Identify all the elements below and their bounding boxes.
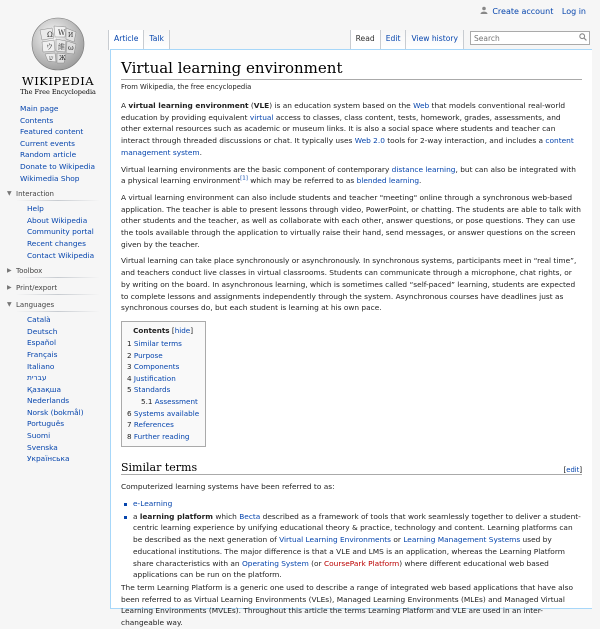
portal-interaction: [0, 190, 108, 261]
language-link-text[interactable]: Català: [27, 315, 51, 325]
toc-item[interactable]: [127, 396, 199, 408]
toc-item[interactable]: [127, 408, 199, 420]
table-of-contents: [121, 321, 206, 447]
tab-view-history[interactable]: [406, 30, 464, 50]
sidebar-link[interactable]: Wikimedia Shop: [20, 173, 80, 183]
language-link[interactable]: [27, 361, 108, 373]
svg-text:И: И: [68, 32, 74, 39]
sidebar-item-contact[interactable]: [27, 250, 108, 262]
toc-link[interactable]: [127, 351, 163, 360]
text: which may be referred to as: [247, 176, 357, 186]
language-link-text[interactable]: Español: [27, 338, 56, 348]
list-item: [133, 511, 582, 581]
toc-number: 2: [127, 350, 132, 360]
sidebar-item-community-portal[interactable]: [27, 226, 108, 238]
inline-link[interactable]: Virtual Learning Environments: [279, 535, 392, 545]
svg-text:W: W: [58, 29, 66, 37]
language-link-text[interactable]: Français: [27, 349, 58, 359]
language-link[interactable]: [27, 314, 108, 326]
toc-number: 5.1: [141, 396, 153, 406]
login-link[interactable]: Log in: [561, 7, 586, 16]
bullet-list: [133, 498, 582, 581]
sidebar-link[interactable]: Current events: [20, 138, 76, 148]
section-edit-link[interactable]: edit: [566, 466, 580, 475]
main-navigation: [0, 103, 108, 184]
toc-heading: Contents: [133, 325, 170, 335]
toc-text: Justification: [133, 373, 176, 383]
toc-hide-link[interactable]: hide: [174, 325, 191, 335]
text: described as a framework of tools that work seamlessly together to deliver a student-centric learning experience by unifying educational theory & practice, technology and content. Learning platforms can be described as the next generation of: [133, 511, 581, 545]
language-link-text[interactable]: Svenska: [27, 442, 58, 452]
toc-link[interactable]: [127, 339, 182, 348]
tab-article-label[interactable]: Article: [114, 34, 139, 43]
text: A: [121, 101, 129, 110]
sidebar-item-wikimedia-shop[interactable]: [20, 173, 108, 185]
toc-item[interactable]: [127, 419, 199, 431]
language-link-text[interactable]: Italiano: [27, 361, 55, 371]
portal-heading-toolbox[interactable]: [0, 267, 108, 278]
paragraph: The term Learning Platform is a generic one used to describe a range of integrated web based applications that have also been referred to as Virtual Learning Environments (VLEs), Managed Learning Environments (MLEs) and Managed Virtual Learning Environments (MVLEs). Throughout this article the terms Learning Platform and VLE are used in an inter-changeable way.: [121, 582, 574, 628]
site-subtitle: From Wikipedia, the free encyclopedia: [121, 83, 252, 91]
language-link[interactable]: [27, 349, 108, 361]
toc-link[interactable]: [127, 374, 176, 383]
globe-icon: [30, 16, 86, 72]
toc-item[interactable]: [127, 338, 199, 350]
inline-link[interactable]: Operating System: [241, 558, 309, 568]
text: tools for 2-way interaction, and includes a: [384, 136, 546, 146]
text: that models conventional real-world education by providing equivalent: [121, 101, 566, 122]
collapsed-arrow-icon: ▶: [7, 267, 12, 275]
user-icon: [480, 7, 491, 16]
text: .: [419, 176, 422, 186]
red-link[interactable]: CoursePark Platform: [323, 558, 400, 568]
text: .: [199, 147, 202, 157]
toc-item[interactable]: [127, 384, 199, 396]
text: a: [133, 511, 140, 521]
bold-term: VLE: [253, 101, 270, 110]
language-link-text[interactable]: Deutsch: [27, 326, 58, 336]
paragraph: Computerized learning systems have been referred to as:: [121, 482, 335, 492]
toc-text: Further reading: [133, 431, 190, 441]
portal-heading-languages[interactable]: [0, 301, 108, 312]
language-link[interactable]: [27, 372, 108, 384]
text: or: [391, 535, 404, 545]
sidebar-item-current-events[interactable]: [20, 138, 108, 150]
language-link-text[interactable]: Suomi: [27, 431, 51, 441]
text: which: [212, 511, 240, 521]
logo-wordmark: WIKIPEDIA: [21, 74, 95, 88]
sidebar-item-random-article[interactable]: [20, 149, 108, 161]
section-heading-text: Similar terms: [121, 461, 198, 475]
toc-text: Standards: [133, 385, 171, 395]
create-account-link[interactable]: Create account: [492, 7, 554, 16]
toc-number: 8: [127, 431, 132, 441]
collapsed-arrow-icon: ▶: [7, 284, 12, 292]
sidebar-item-featured-content[interactable]: [20, 126, 108, 138]
toc-number: 1: [127, 338, 132, 348]
sidebar-link[interactable]: Featured content: [20, 127, 84, 137]
tab-edit-label[interactable]: Edit: [385, 34, 401, 43]
language-link[interactable]: [27, 442, 108, 454]
sidebar-item-recent-changes[interactable]: [27, 238, 108, 250]
search-box: [470, 31, 590, 45]
toc-text: Purpose: [133, 350, 163, 360]
expanded-arrow-icon: ▼: [7, 301, 12, 309]
svg-text:ウ: ウ: [46, 43, 53, 51]
inline-link[interactable]: Learning Management Systems: [403, 535, 521, 545]
sidebar-link[interactable]: Recent changes: [27, 238, 86, 248]
portal-heading-label: Languages: [16, 301, 55, 310]
paragraph: [121, 164, 582, 187]
portal-languages: [0, 301, 108, 465]
paragraph: Virtual learning can take place synchronously or asynchronously. In synchronous systems, participants meet in “real time”, and teachers conduct live classes in virtual classrooms. Students can communicate through a microphone, chat rights, or by writing on the board. In asynchronous learning, which is sometimes called “self-paced” learning, students are expected to complete lessons and assignments independently through the system. Asynchronous courses have deadlines just as synchronous courses do, but each student is learning at his own pace.: [121, 256, 577, 313]
section-heading: [121, 461, 582, 475]
toc-title: Contents [hide]: [133, 325, 194, 335]
language-link-text[interactable]: Nederlands: [27, 396, 70, 406]
paragraph: A virtual learning environment can also include students and teacher "meeting" online through a synchronous web-based application. The teacher is able to present lessons through video, PowerPoint, or chatting. The students are able to talk with other students and the teacher, as well as collaborate with each other, answer questions, or pose questions. They can use the tools available through the application to virtually raise their hand, send messages, or answer questions on the screen given by the teacher.: [121, 192, 581, 249]
toc-number: 3: [127, 362, 132, 372]
svg-text:Ω: Ω: [47, 31, 53, 39]
portal-heading-label: Interaction: [16, 190, 54, 199]
toc-link[interactable]: [127, 432, 189, 441]
tab-read-label[interactable]: Read: [355, 34, 375, 43]
sidebar-link[interactable]: Donate to Wikipedia: [20, 161, 96, 171]
language-link-text[interactable]: Українська: [27, 454, 70, 464]
language-link[interactable]: [27, 337, 108, 349]
portal-printexport: [0, 284, 108, 295]
toc-item[interactable]: [127, 431, 199, 443]
search-input[interactable]: [471, 32, 589, 44]
sidebar-link[interactable]: Contact Wikipedia: [27, 250, 95, 260]
text: ) where different educational web based applications can be run on the platform.: [133, 558, 549, 580]
tab-edit[interactable]: [381, 30, 407, 50]
text: used by educational institutions. The major difference is that a VLE and LMS is an application, whereas the Learning Platform share characteristics with an: [133, 535, 565, 568]
toc-item[interactable]: [127, 350, 199, 362]
toc-text: Assessment: [154, 396, 198, 406]
language-link[interactable]: [27, 384, 108, 396]
text: Virtual learning environments are the basic component of contemporary: [121, 164, 392, 174]
inline-link[interactable]: content management system: [121, 136, 574, 157]
sidebar-link[interactable]: Help: [27, 204, 44, 214]
toc-link[interactable]: [127, 420, 174, 429]
language-link[interactable]: [27, 326, 108, 338]
language-link-text[interactable]: Қазақша: [27, 384, 61, 394]
logo-tagline: The Free Encyclopedia: [20, 88, 96, 96]
svg-text:ω: ω: [68, 44, 74, 52]
svg-text:ש: ש: [49, 55, 54, 62]
language-link[interactable]: [27, 453, 108, 465]
toc-item[interactable]: [127, 373, 199, 385]
language-link[interactable]: [27, 395, 108, 407]
section-edit: [edit]: [563, 466, 582, 475]
text: ) is an education system based on the: [269, 101, 414, 110]
sidebar-link[interactable]: Main page: [20, 104, 59, 113]
text: , but can also be integrated with a physical learning environment: [121, 164, 576, 186]
inline-link[interactable]: Web 2.0: [354, 136, 385, 146]
paragraph-intro: [121, 100, 582, 159]
toc-list: [127, 338, 199, 442]
portal-heading-label: Print/export: [16, 284, 58, 293]
bold-term: learning platform: [139, 511, 213, 521]
inline-link[interactable]: Web: [413, 101, 430, 110]
inline-link[interactable]: blended learning: [356, 176, 420, 186]
namespace-tabs: [108, 30, 170, 50]
text: access to classes, class content, tests, homework, grades, assessments, and other external resources such as academic or museum links. It is also a social space where students and teacher can interact through threaded discussions or chat. It typically uses: [121, 112, 561, 146]
sidebar-item-help[interactable]: [27, 203, 108, 215]
portal-toolbox: [0, 267, 108, 278]
language-link[interactable]: [27, 418, 108, 430]
sidebar-item-main-page[interactable]: [20, 103, 108, 115]
tab-article[interactable]: [108, 30, 144, 50]
view-tabs: [350, 30, 590, 50]
sidebar-item-about[interactable]: [27, 215, 108, 227]
toc-link[interactable]: [127, 362, 179, 371]
inline-link[interactable]: virtual: [249, 112, 274, 122]
language-link-text[interactable]: Norsk (bokmål): [27, 407, 84, 417]
sidebar-item-contents[interactable]: [20, 115, 108, 127]
expanded-arrow-icon: ▼: [7, 190, 12, 198]
svg-text:維: 維: [58, 43, 65, 51]
sidebar-link[interactable]: Contents: [20, 115, 54, 125]
toc-link[interactable]: [127, 385, 170, 394]
wikipedia-logo[interactable]: [12, 16, 104, 96]
tab-read[interactable]: [350, 30, 381, 50]
sidebar-link[interactable]: About Wikipedia: [27, 215, 88, 225]
toc-link[interactable]: [127, 409, 199, 418]
text: (or: [308, 558, 324, 568]
toc-number: 6: [127, 408, 132, 418]
sidebar-item-donate[interactable]: [20, 161, 108, 173]
page-title: Virtual learning environment: [121, 59, 582, 80]
toc-text: Components: [133, 362, 180, 372]
sidebar: [0, 103, 108, 465]
sidebar-link[interactable]: Community portal: [27, 227, 94, 237]
language-link-text[interactable]: Português: [27, 419, 65, 429]
list-item: [133, 498, 582, 510]
toc-number: 7: [127, 420, 132, 430]
toc-link[interactable]: [141, 397, 198, 406]
portal-heading-interaction[interactable]: [0, 190, 108, 201]
toc-number: 4: [127, 373, 132, 383]
article-content: [110, 49, 592, 628]
tab-talk[interactable]: [144, 30, 170, 50]
personal-tools: [474, 6, 586, 16]
language-link-text[interactable]: עברית: [27, 373, 47, 383]
sidebar-link[interactable]: Random article: [20, 150, 77, 160]
language-link[interactable]: [27, 407, 108, 419]
toc-item[interactable]: [127, 361, 199, 373]
toc-text: Systems available: [133, 408, 200, 418]
search-icon[interactable]: [579, 33, 587, 44]
inline-link[interactable]: distance learning: [391, 164, 456, 174]
toc-text: Similar terms: [133, 338, 182, 348]
tab-talk-label[interactable]: Talk: [149, 34, 164, 43]
toc-text: References: [133, 420, 174, 430]
toc-number: 5: [127, 385, 132, 395]
text: (: [248, 101, 254, 110]
svg-text:Ж: Ж: [59, 55, 66, 62]
language-link[interactable]: [27, 430, 108, 442]
portal-heading-label: Toolbox: [16, 267, 43, 276]
inline-link[interactable]: e-Learning: [133, 499, 173, 508]
bold-term: virtual learning environment: [128, 101, 249, 110]
portal-heading-printexport[interactable]: [0, 284, 108, 295]
reference-link[interactable]: [1]: [240, 175, 248, 182]
inline-link[interactable]: Becta: [239, 511, 261, 521]
tab-view-history-label[interactable]: View history: [411, 34, 458, 43]
